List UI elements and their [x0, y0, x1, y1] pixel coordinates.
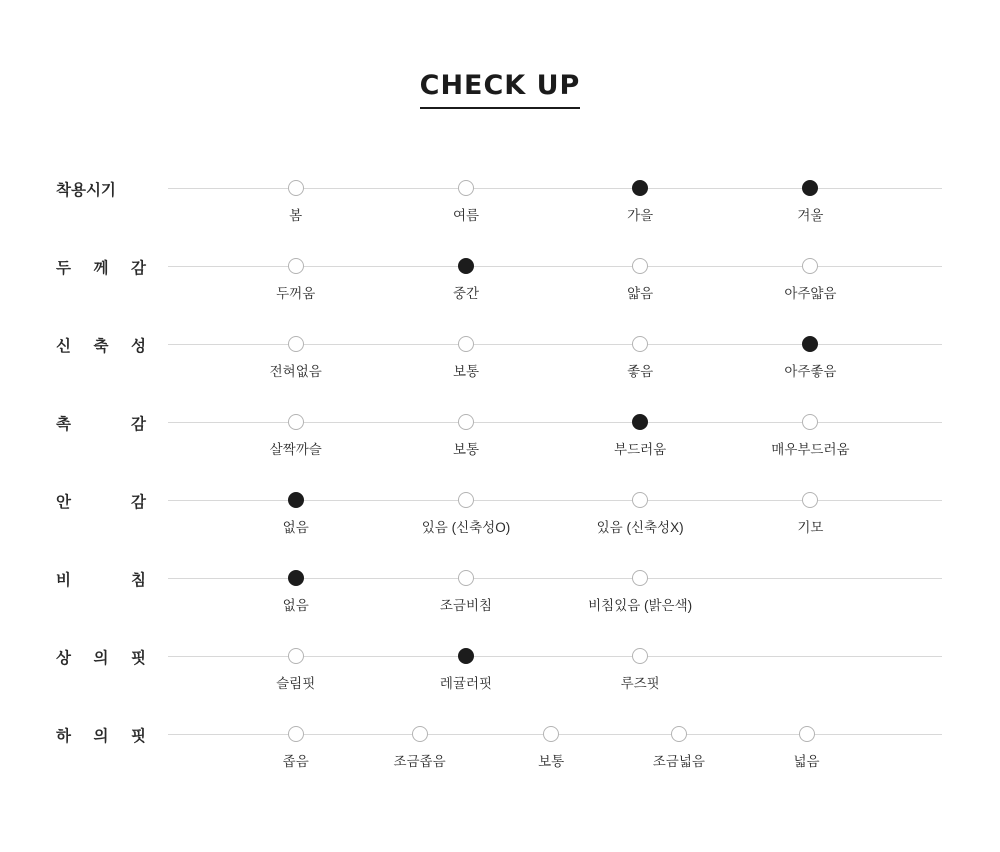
row-label-char: 두 [56, 260, 71, 277]
option-label: 기모 [797, 520, 824, 535]
option-dot-empty[interactable] [802, 492, 818, 508]
option-label: 조금비침 [439, 598, 493, 613]
option-dot-empty[interactable] [632, 336, 648, 352]
row-options [168, 472, 942, 550]
row-label-char: 하 [56, 728, 71, 745]
option-point[interactable] [226, 472, 366, 536]
option-dot-empty[interactable] [288, 180, 304, 196]
option-label: 전혀없음 [269, 364, 322, 379]
option-dot-empty[interactable] [802, 414, 818, 430]
option-label: 부드러움 [614, 442, 667, 457]
row-label-char: 침 [131, 572, 146, 589]
option-dot-selected[interactable] [288, 492, 304, 508]
option-label: 조금좁음 [393, 754, 446, 769]
check-up-row [0, 316, 1000, 394]
option-label: 봄 [289, 208, 303, 223]
row-label: 착용시기 [56, 182, 116, 199]
option-point[interactable] [396, 628, 536, 692]
check-up-row [0, 238, 1000, 316]
page-title: CHECK UP [420, 70, 581, 109]
option-point[interactable] [570, 160, 710, 224]
option-dot-empty[interactable] [632, 570, 648, 586]
option-label: 아주얇음 [784, 286, 837, 301]
option-point[interactable] [570, 238, 710, 302]
option-dot-empty[interactable] [632, 492, 648, 508]
option-label: 겨울 [797, 208, 824, 223]
option-label: 보통 [538, 754, 565, 769]
option-point[interactable] [570, 472, 710, 536]
option-point[interactable] [740, 394, 880, 458]
option-dot-selected[interactable] [802, 180, 818, 196]
option-label: 비침있음 (밝은색) [588, 598, 693, 613]
option-point[interactable] [740, 316, 880, 380]
option-point[interactable] [226, 238, 366, 302]
option-dot-empty[interactable] [458, 492, 474, 508]
row-label [56, 256, 146, 278]
option-point[interactable] [226, 160, 366, 224]
option-point[interactable] [396, 472, 536, 536]
option-dot-selected[interactable] [802, 336, 818, 352]
row-label-char: 안 [56, 494, 71, 511]
option-dot-empty[interactable] [288, 648, 304, 664]
option-label: 넓음 [793, 754, 820, 769]
option-point[interactable] [226, 706, 366, 770]
option-label: 있음 (신축성O) [421, 520, 511, 535]
option-label: 레귤러핏 [439, 676, 493, 691]
option-dot-selected[interactable] [632, 180, 648, 196]
option-dot-selected[interactable] [458, 258, 474, 274]
option-dot-empty[interactable] [458, 414, 474, 430]
option-dot-empty[interactable] [458, 336, 474, 352]
option-point[interactable] [481, 706, 621, 770]
option-point[interactable] [737, 706, 877, 770]
option-dot-empty[interactable] [288, 726, 304, 742]
row-label-char: 께 [93, 260, 109, 277]
row-label-char: 의 [93, 728, 109, 745]
option-dot-empty[interactable] [412, 726, 428, 742]
row-label [56, 646, 146, 668]
option-dot-empty[interactable] [632, 258, 648, 274]
option-point[interactable] [570, 628, 710, 692]
option-label: 보통 [452, 364, 480, 379]
check-up-row [0, 706, 1000, 784]
option-dot-empty[interactable] [288, 336, 304, 352]
option-point[interactable] [570, 394, 710, 458]
option-label: 중간 [452, 286, 480, 301]
row-label-char: 성 [131, 338, 146, 355]
row-options [168, 628, 942, 706]
option-dot-selected[interactable] [632, 414, 648, 430]
check-up-row [0, 394, 1000, 472]
row-options [168, 550, 942, 628]
row-label-char: 비 [56, 572, 71, 589]
option-label: 살짝까슬 [269, 442, 322, 457]
option-point[interactable] [226, 550, 366, 614]
option-point[interactable] [396, 160, 536, 224]
row-label-char: 감 [131, 260, 146, 277]
row-label [56, 334, 146, 356]
row-label-char: 감 [131, 416, 146, 433]
row-options [168, 316, 942, 394]
row-label-char: 감 [131, 494, 146, 511]
row-label-char: 핏 [131, 650, 146, 667]
option-label: 여름 [452, 208, 480, 223]
check-up-row [0, 628, 1000, 706]
row-options [168, 238, 942, 316]
option-point[interactable] [740, 238, 880, 302]
option-dot-empty[interactable] [458, 180, 474, 196]
option-point[interactable] [570, 316, 710, 380]
option-dot-empty[interactable] [799, 726, 815, 742]
option-dot-empty[interactable] [671, 726, 687, 742]
option-label: 보통 [452, 442, 480, 457]
option-dot-empty[interactable] [802, 258, 818, 274]
option-label: 조금넓음 [652, 754, 705, 769]
option-dot-selected[interactable] [458, 648, 474, 664]
option-label: 루즈핏 [620, 676, 660, 691]
check-up-row [0, 550, 1000, 628]
option-point[interactable] [350, 706, 490, 770]
option-point[interactable] [570, 550, 710, 614]
row-options [168, 706, 942, 784]
option-dot-selected[interactable] [288, 570, 304, 586]
row-label [56, 490, 146, 512]
option-point[interactable] [740, 472, 880, 536]
option-label: 좋음 [627, 364, 654, 379]
row-options [168, 160, 942, 238]
option-label: 가을 [627, 208, 654, 223]
option-point[interactable] [396, 550, 536, 614]
row-label-char: 상 [56, 650, 71, 667]
option-dot-empty[interactable] [543, 726, 559, 742]
row-label [56, 568, 146, 590]
option-dot-empty[interactable] [632, 648, 648, 664]
row-label-char: 촉 [56, 416, 71, 433]
option-dot-empty[interactable] [288, 414, 304, 430]
row-label-char: 축 [93, 338, 109, 355]
option-point[interactable] [226, 628, 366, 692]
option-label: 있음 (신축성X) [596, 520, 684, 535]
option-point[interactable] [226, 316, 366, 380]
option-point[interactable] [609, 706, 749, 770]
option-label: 없음 [282, 598, 309, 613]
row-label-char: 신 [56, 338, 71, 355]
option-label: 슬림핏 [276, 676, 316, 691]
check-up-row [0, 160, 1000, 238]
row-label [56, 412, 146, 434]
row-label-char: 핏 [131, 728, 146, 745]
option-label: 매우부드러움 [771, 442, 850, 457]
option-label: 얇음 [627, 286, 654, 301]
check-up-rows [0, 160, 1000, 784]
option-label: 좁음 [282, 754, 309, 769]
option-label: 아주좋음 [784, 364, 837, 379]
option-point[interactable] [396, 394, 536, 458]
option-point[interactable] [226, 394, 366, 458]
row-label-char: 의 [93, 650, 109, 667]
option-point[interactable] [740, 160, 880, 224]
option-label: 없음 [282, 520, 309, 535]
page-title-wrap [0, 70, 1000, 109]
option-dot-empty[interactable] [458, 570, 474, 586]
option-label: 두꺼움 [276, 286, 316, 301]
check-up-row [0, 472, 1000, 550]
option-point[interactable] [396, 316, 536, 380]
row-options [168, 394, 942, 472]
option-dot-empty[interactable] [288, 258, 304, 274]
row-label [56, 724, 146, 746]
option-point[interactable] [396, 238, 536, 302]
